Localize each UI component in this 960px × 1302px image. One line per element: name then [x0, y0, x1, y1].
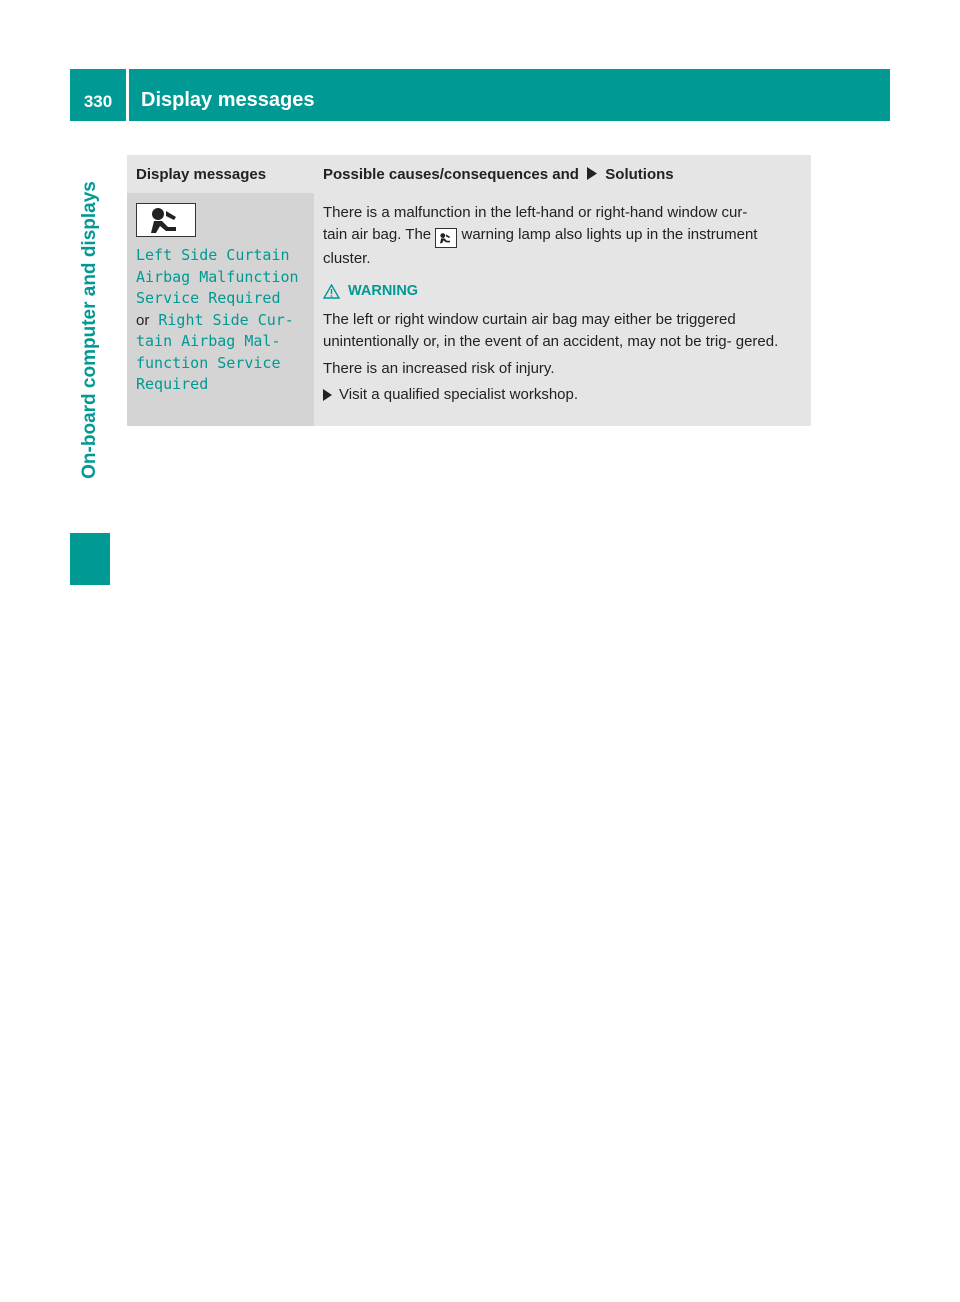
message-line: Left Side Curtain [136, 246, 290, 264]
page-title: Display messages [141, 89, 315, 111]
column-header-messages: Display messages [127, 155, 314, 193]
page-number: 330 [83, 92, 113, 111]
message-line: function Service [136, 353, 281, 372]
action-text: Visit a qualified specialist workshop. [339, 386, 579, 403]
message-line: Right Side Cur‐ [158, 310, 294, 329]
solution-cell [314, 193, 811, 426]
page-header [70, 69, 890, 121]
message-line: Service Required [136, 289, 281, 307]
warning-label: WARNING [348, 283, 419, 299]
side-tab-block [70, 533, 110, 585]
table-row [127, 193, 811, 426]
arrow-right-icon [586, 167, 598, 180]
warning-heading [323, 280, 802, 302]
risk-text: There is an increased risk of injury. [323, 360, 555, 377]
action-item [323, 384, 802, 406]
airbag-warning-icon [136, 203, 196, 237]
message-line: tain Airbag Mal‐ [136, 332, 281, 350]
message-line: Airbag Malfunction [136, 267, 299, 286]
warning-triangle-icon [323, 284, 340, 299]
column-header-solutions: Possible causes/consequences and Solutions [314, 155, 811, 193]
message-cell [127, 193, 314, 426]
table-header-row [127, 155, 811, 193]
section-side-label [70, 130, 110, 530]
display-messages-table [127, 155, 811, 426]
or-word: or [136, 311, 150, 329]
airbag-inline-icon [435, 228, 457, 248]
message-line: Required [136, 375, 209, 393]
bullet-arrow-icon [323, 389, 332, 401]
warning-text: The left or right window curtain air bag may either be triggered unintentionally or, in the event of an accident, may not be trig- gered. [323, 311, 779, 350]
cause-text: There is a malfunction in the left-hand or right-hand window cur- tain air bag. The warning lamp also lights up in the instrument cluster. [323, 204, 758, 267]
side-label-text: On-board computer and displays [79, 181, 100, 479]
